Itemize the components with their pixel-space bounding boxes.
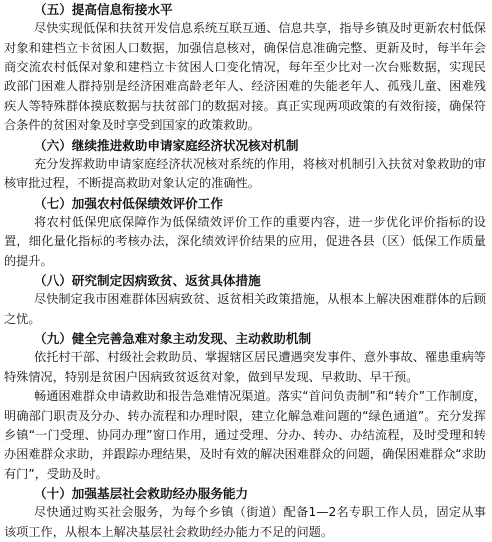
section-heading-7: （七）加强农村低保绩效评价工作: [34, 195, 223, 211]
section-body-6: 充分发挥救助申请家庭经济状况核对系统的作用，将核对机制引入扶贫对象救助的审核审批过程，不断提高救助对象认定的准确性。: [4, 156, 486, 191]
section-heading-6: （六）继续推进救助申请家庭经济状况核对机制: [34, 137, 299, 153]
section-body-10: 尽快通过购买社会服务，为每个乡镇（街道）配备1—2名专职工作人员，固定从事该项工作，从根本上解决基层社会救助经办能力不足的问题。: [4, 505, 486, 539]
section-heading-10: （十）加强基层社会救助经办服务能力: [34, 486, 249, 502]
section-body-7: 将农村低保兜底保障作为低保绩效评价工作的重要内容，进一步优化评价指标的设置，细化量化指标的考核办法，深化绩效评价结果的应用，促进各县（区）低保工作质量的提升。: [4, 214, 486, 268]
section-heading-5: （五）提高信息衔接水平: [34, 2, 173, 17]
section-heading-8: （八）研究制定因病致贫、返贫具体措施: [34, 273, 261, 289]
section-body-9-b: 畅通困难群众申请救助和报告急难情况渠道。落实“首问负责制”和“转介”工作制度，明确部门职责及分办、转办流程和办理时限，建立化解急难问题的“绿色通道”。充分发挥乡镇“一门受理、协同办理”窗口作用，通过受理、分办、转办、办结流程，及时受理和转办困难群众求助，并跟踪办理结果，及时有效的解决困难群众的问题，确保困难群众“求助有门”，受助及时。: [4, 389, 486, 481]
section-body-8: 尽快制定我市困难群体因病致贫、返贫相关政策措施，从根本上解决困难群体的后顾之忧。: [4, 292, 486, 326]
section-heading-9: （九）健全完善急难对象主动发现、主动救助机制: [34, 331, 312, 347]
section-body-5: 尽快实现低保和扶贫开发信息系统互联互通、信息共享，指导乡镇及时更新农村低保对象和建档立卡贫困人口数据，加强信息核对，确保信息准确完整、更新及时，每半年会商交流农村低保对象和建档立卡贫困人口变化情况，每年至少比对一次台账数据，实现民政部门困难人群持别是经济困难高龄老年人、经济困难的失能老年人、孤残儿童、困难残疾人等特殊群体摸底数据与扶贫部门的数据对接。真正实现两项政策的有效衔接，确保符合条件的贫困对象及时享受到国家的政策救助。: [4, 21, 486, 133]
section-body-9-a: 依托村干部、村级社会救助员、掌握辖区居民遭遇突发事件、意外事故、罹患重病等特殊情况，特别是贫困户因病致贫返贫对象，做到早发现、早救助、早干预。: [4, 350, 486, 384]
